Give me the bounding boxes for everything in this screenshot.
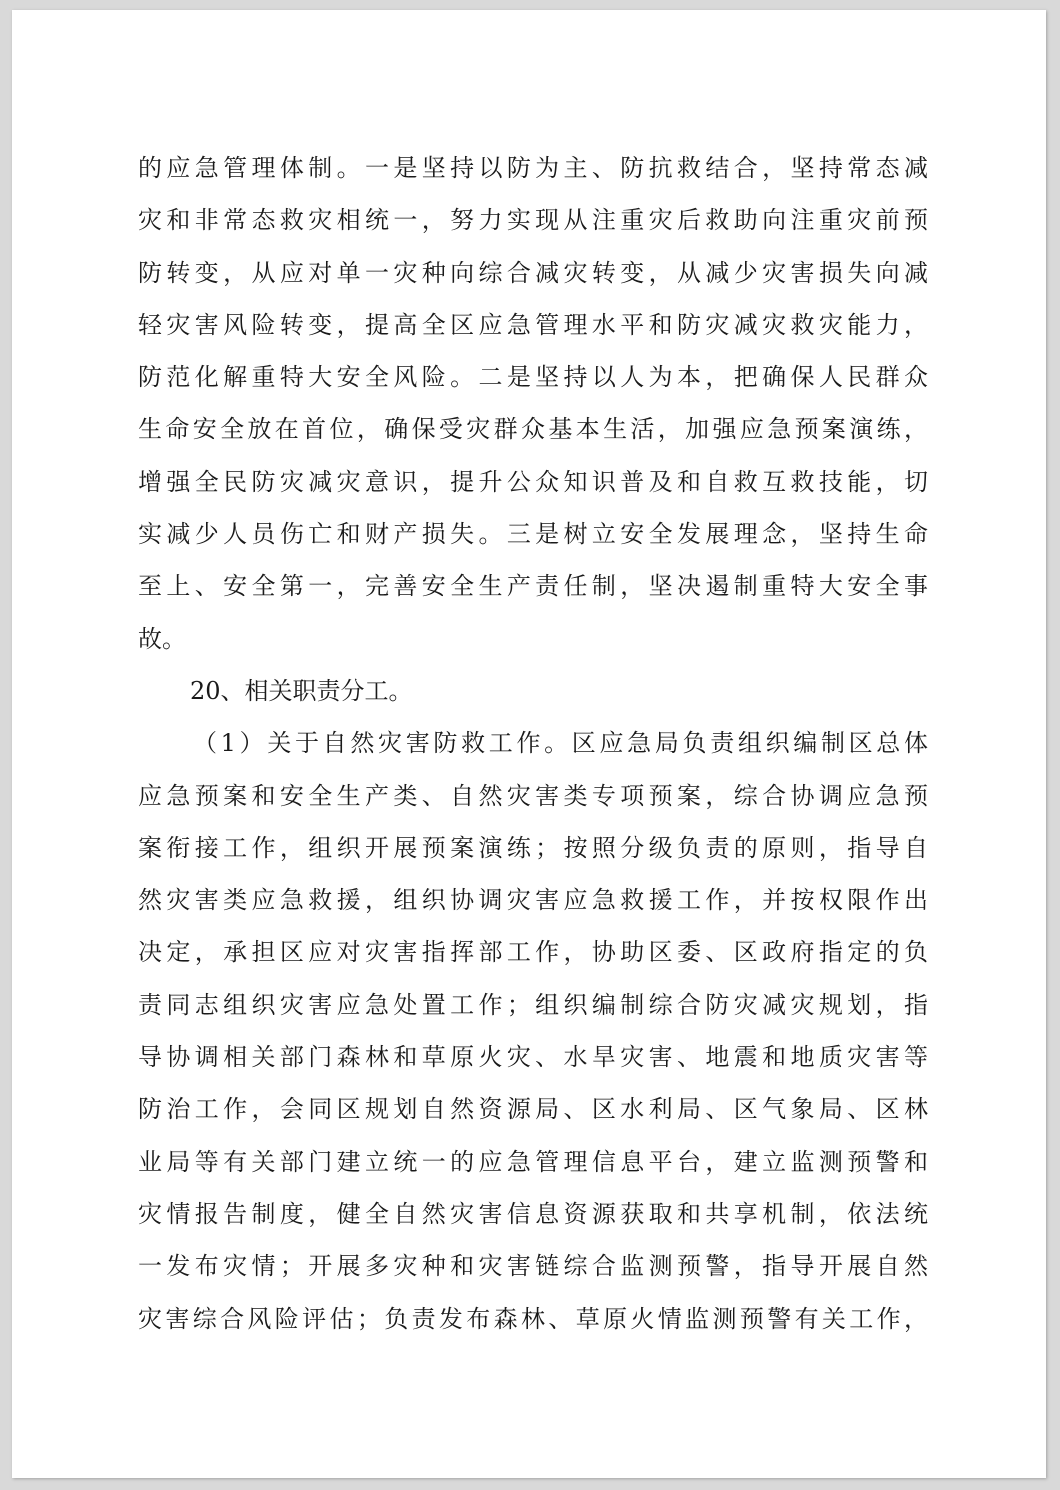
text-line: 至上、安全第一，完善安全生产责任制，坚决遏制重特大安全事 [138, 572, 928, 601]
section-heading: 20、相关职责分工。 [190, 676, 413, 705]
text-line: 责同志组织灾害应急处置工作；组织编制综合防灾减灾规划，指 [138, 990, 928, 1019]
text-line: 轻灾害风险转变，提高全区应急管理水平和防灾减灾救灾能力， [138, 310, 928, 339]
text-line: 故。 [138, 624, 186, 653]
text-line: 防范化解重特大安全风险。二是坚持以人为本，把确保人民群众 [138, 363, 928, 392]
text-line: 应急预案和安全生产类、自然灾害类专项预案，综合协调应急预 [138, 781, 928, 810]
paragraph-first-line: （1）关于自然灾害防救工作。区应急局负责组织编制区总体 [193, 729, 928, 758]
text-line: 防转变，从应对单一灾种向综合减灾转变，从减少灾害损失向减 [138, 258, 928, 287]
document-page [12, 10, 1046, 1478]
text-line: 一发布灾情；开展多灾种和灾害链综合监测预警，指导开展自然 [138, 1252, 928, 1281]
text-line: 灾害综合风险评估；负责发布森林、草原火情监测预警有关工作， [138, 1304, 928, 1333]
text-line: 灾和非常态救灾相统一，努力实现从注重灾后救助向注重灾前预 [138, 206, 928, 235]
text-line: 然灾害类应急救援，组织协调灾害应急救援工作，并按权限作出 [138, 886, 928, 915]
text-line: 的应急管理体制。一是坚持以防为主、防抗救结合，坚持常态减 [138, 154, 928, 182]
text-line: 防治工作，会同区规划自然资源局、区水利局、区气象局、区林 [138, 1095, 928, 1124]
text-line: 增强全民防灾减灾意识，提升公众知识普及和自救互救技能，切 [138, 467, 928, 496]
document-body [138, 142, 928, 1345]
text-line: 导协调相关部门森林和草原火灾、水旱灾害、地震和地质灾害等 [138, 1043, 928, 1072]
text-line: 实减少人员伤亡和财产损失。三是树立安全发展理念，坚持生命 [138, 520, 928, 549]
text-line: 决定，承担区应对灾害指挥部工作，协助区委、区政府指定的负 [138, 938, 928, 967]
text-line: 案衔接工作，组织开展预案演练；按照分级负责的原则，指导自 [138, 833, 928, 862]
text-line: 业局等有关部门建立统一的应急管理信息平台，建立监测预警和 [138, 1147, 928, 1176]
text-line: 灾情报告制度，健全自然灾害信息资源获取和共享机制，依法统 [138, 1199, 928, 1228]
text-line: 生命安全放在首位，确保受灾群众基本生活，加强应急预案演练， [138, 415, 928, 444]
